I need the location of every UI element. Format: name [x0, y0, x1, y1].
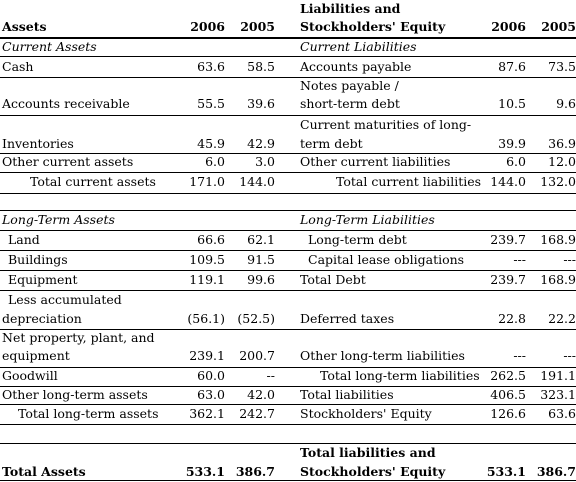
- total-current-liabilities-2005: 132.0: [540, 174, 576, 189]
- assets-header: Assets: [2, 19, 47, 34]
- total-current-liabilities-label: Total current liabilities: [336, 174, 482, 189]
- rule: [0, 77, 576, 78]
- liability-row-2005: 36.9: [548, 136, 576, 151]
- grand-total-assets-2006: 533.1: [185, 464, 225, 479]
- asset-row-2005: --: [266, 368, 275, 383]
- liability-row-2006: 39.9: [498, 136, 526, 151]
- asset-row-label: Other long-term assets: [2, 387, 148, 402]
- asset-row-label: Buildings: [8, 252, 68, 267]
- asset-row-label: Land: [8, 232, 40, 247]
- rule: [0, 404, 576, 405]
- grand-total-assets-label: Total Assets: [2, 464, 86, 479]
- asset-row-2005: 39.6: [247, 96, 275, 111]
- total-longterm-assets-2005: 242.7: [239, 406, 275, 421]
- liability-row-2005: 323.1: [540, 387, 576, 402]
- total-longterm-assets-2006: 362.1: [189, 406, 225, 421]
- asset-row-2005: (52.5): [237, 311, 275, 326]
- asset-row-2006: (56.1): [187, 311, 225, 326]
- asset-row-label-line1: Less accumulated: [8, 292, 122, 307]
- rule: [0, 250, 576, 251]
- liability-row-2005: 9.6: [556, 96, 576, 111]
- liability-row-label: Total long-term liabilities: [320, 368, 480, 383]
- asset-row-2006: 109.5: [189, 252, 225, 267]
- rule: [0, 193, 576, 194]
- liability-row-2006: 406.5: [490, 387, 526, 402]
- grand-total-liabilities-2005: 386.7: [536, 464, 576, 479]
- asset-row-label: Goodwill: [2, 368, 58, 383]
- asset-row-2005: 3.0: [255, 154, 275, 169]
- total-current-assets-label: Total current assets: [30, 174, 156, 189]
- liability-row-2005: 73.5: [548, 59, 576, 74]
- rule: [0, 56, 576, 57]
- rule: [0, 115, 576, 116]
- asset-row-label: Cash: [2, 59, 34, 74]
- asset-row-label: Other current assets: [2, 154, 134, 169]
- liability-row-2006: ---: [513, 348, 526, 363]
- liability-row-2006: 239.7: [490, 232, 526, 247]
- bottom-rule: [0, 480, 576, 481]
- liabilities-header-line1: Liabilities and: [300, 1, 401, 16]
- asset-row-2006: 63.6: [197, 59, 225, 74]
- asset-row-label-line2: equipment: [2, 348, 70, 363]
- total-current-assets-2006: 171.0: [189, 174, 225, 189]
- asset-row-2005: 62.1: [247, 232, 275, 247]
- rule: [0, 210, 576, 211]
- liability-row-label: Other long-term liabilities: [300, 348, 465, 363]
- liability-row-label-line1: Notes payable /: [300, 78, 399, 93]
- asset-row-2005: 42.0: [247, 387, 275, 402]
- liability-row-2006: ---: [513, 252, 526, 267]
- asset-row-2006: 63.0: [197, 387, 225, 402]
- current-assets-title: Current Assets: [2, 39, 97, 54]
- liability-row-label: Total Debt: [300, 272, 366, 287]
- assets-year-2005: 2005: [240, 19, 275, 34]
- rule: [0, 290, 576, 291]
- liability-row-2005: 168.9: [540, 272, 576, 287]
- current-liabilities-title: Current Liabilities: [300, 39, 417, 54]
- longterm-liabilities-title: Long-Term Liabilities: [300, 212, 435, 227]
- liability-row-label: Other current liabilities: [300, 154, 451, 169]
- liability-row-2005: ---: [563, 252, 576, 267]
- assets-year-2006: 2006: [190, 19, 225, 34]
- liability-row-label-line1: Current maturities of long-: [300, 117, 472, 132]
- liability-row-label-line2: short-term debt: [300, 96, 400, 111]
- asset-row-2005: 91.5: [247, 252, 275, 267]
- rule: [0, 424, 576, 425]
- asset-row-2006: 119.1: [189, 272, 225, 287]
- asset-row-label-line2: depreciation: [2, 311, 82, 326]
- liabilities-year-2006: 2006: [491, 19, 526, 34]
- liability-row-2005: 12.0: [548, 154, 576, 169]
- liability-row-label: Long-term debt: [308, 232, 407, 247]
- liability-row-2006: 126.6: [490, 406, 526, 421]
- asset-row-2006: 66.6: [197, 232, 225, 247]
- asset-row-label-line1: Net property, plant, and: [2, 330, 155, 345]
- grand-total-liabilities-label-line1: Total liabilities and: [300, 445, 436, 460]
- liability-row-2005: 22.2: [548, 311, 576, 326]
- grand-total-liabilities-2006: 533.1: [486, 464, 526, 479]
- liability-row-2006: 6.0: [506, 154, 526, 169]
- total-longterm-assets-label: Total long-term assets: [18, 406, 159, 421]
- asset-row-2005: 99.6: [247, 272, 275, 287]
- grand-total-liabilities-label-line2: Stockholders' Equity: [300, 464, 446, 479]
- asset-row-2006: 6.0: [205, 154, 225, 169]
- asset-row-2006: 55.5: [197, 96, 225, 111]
- asset-row-2006: 239.1: [189, 348, 225, 363]
- total-current-assets-2005: 144.0: [239, 174, 275, 189]
- liability-row-2006: 87.6: [498, 59, 526, 74]
- rule: [0, 230, 576, 231]
- asset-row-2006: 45.9: [197, 136, 225, 151]
- liability-row-label-line2: term debt: [300, 136, 363, 151]
- rule: [0, 443, 576, 444]
- asset-row-label: Equipment: [8, 272, 78, 287]
- liability-row-label: Capital lease obligations: [308, 252, 465, 267]
- liability-row-label: Total liabilities: [300, 387, 394, 402]
- liability-row-2005: 168.9: [540, 232, 576, 247]
- asset-row-2006: 60.0: [197, 368, 225, 383]
- liability-row-2005: ---: [563, 348, 576, 363]
- asset-row-2005: 42.9: [247, 136, 275, 151]
- liabilities-header-line2: Stockholders' Equity: [300, 19, 446, 34]
- liability-row-label: Stockholders' Equity: [300, 406, 432, 421]
- total-current-liabilities-2006: 144.0: [490, 174, 526, 189]
- rule: [0, 270, 576, 271]
- liability-row-2005: 63.6: [548, 406, 576, 421]
- asset-row-2005: 200.7: [239, 348, 275, 363]
- liabilities-year-2005: 2005: [541, 19, 576, 34]
- asset-row-label: Accounts receivable: [2, 96, 130, 111]
- asset-row-label: Inventories: [2, 136, 74, 151]
- longterm-assets-title: Long-Term Assets: [2, 212, 115, 227]
- asset-row-2005: 58.5: [247, 59, 275, 74]
- grand-total-assets-2005: 386.7: [235, 464, 275, 479]
- liability-row-2006: 10.5: [498, 96, 526, 111]
- liability-row-2006: 239.7: [490, 272, 526, 287]
- liability-row-2006: 262.5: [490, 368, 526, 383]
- liability-row-2005: 191.1: [540, 368, 576, 383]
- liability-row-label: Accounts payable: [300, 59, 412, 74]
- liability-row-label: Deferred taxes: [300, 311, 395, 326]
- rule: [0, 172, 576, 173]
- liability-row-2006: 22.8: [498, 311, 526, 326]
